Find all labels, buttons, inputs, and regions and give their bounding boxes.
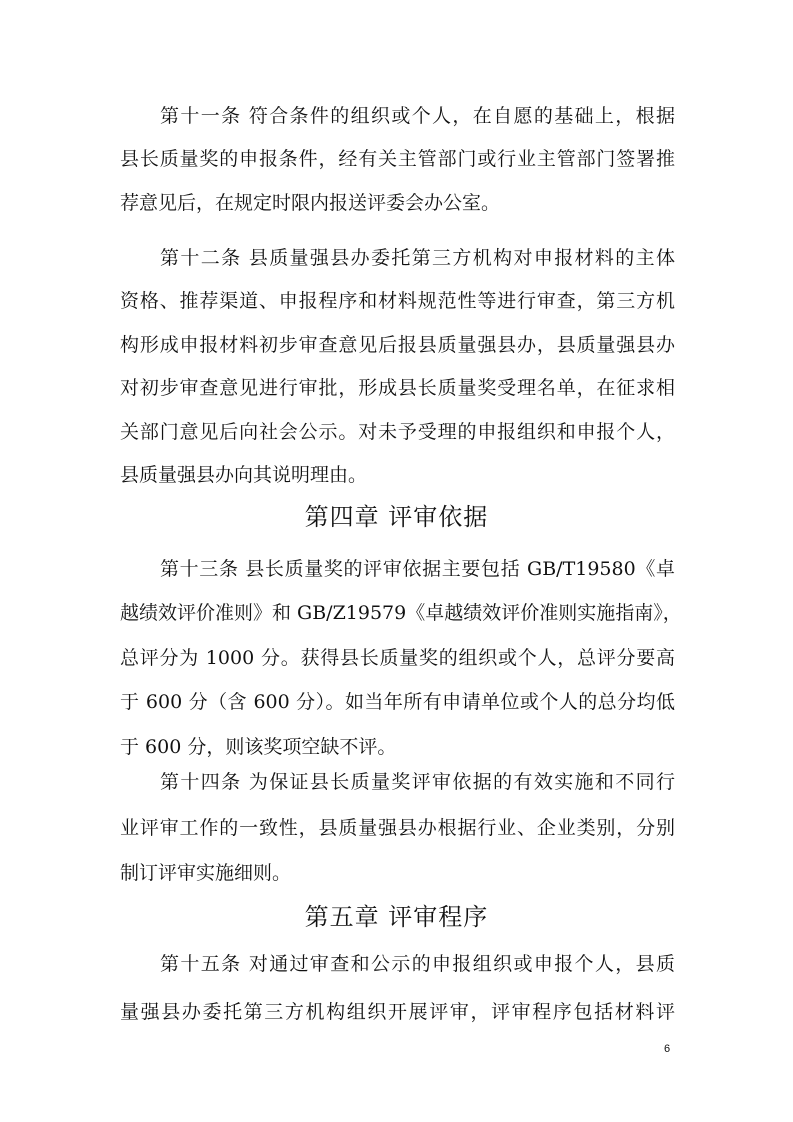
article-12-line-4: 对初步审查意见进行审批，形成县长质量奖受理名单，在征求相	[120, 377, 675, 399]
page-number: 6	[664, 1043, 671, 1055]
article-14-line-3: 制订评审实施细则。	[120, 862, 292, 884]
chapter-5-heading: 第五章 评审程序	[304, 903, 489, 931]
article-14-line-2: 业评审工作的一致性，县质量强县办根据行业、企业类别，分别	[120, 817, 675, 839]
article-13-line-2: 越绩效评价准则》和 GB/Z19579《卓越绩效评价准则实施指南》，	[120, 602, 682, 624]
article-12-line-2: 资格、推荐渠道、申报程序和材料规范性等进行审查，第三方机	[120, 290, 675, 312]
article-13-line-1: 第十三条 县长质量奖的评审依据主要包括 GB/T19580《卓	[160, 558, 675, 580]
article-11-line-2: 县长质量奖的申报条件，经有关主管部门或行业主管部门签署推	[120, 148, 675, 170]
article-15-line-2: 量强县办委托第三方机构组织开展评审，评审程序包括材料评	[120, 1001, 675, 1023]
article-12-line-3: 构形成申报材料初步审查意见后报县质量强县办，县质量强县办	[120, 334, 675, 356]
article-14-line-1: 第十四条 为保证县长质量奖评审依据的有效实施和不同行	[160, 771, 675, 793]
article-11-line-3: 荐意见后，在规定时限内报送评委会办公室。	[120, 192, 501, 214]
chapter-4-heading: 第四章 评审依据	[304, 503, 489, 531]
article-13-line-4: 于 600 分（含 600 分）。如当年所有申请单位或个人的总分均低	[120, 691, 675, 713]
article-13-line-5: 于 600 分，则该奖项空缺不评。	[120, 736, 397, 758]
article-13-line-3: 总评分为 1000 分。获得县长质量奖的组织或个人，总评分要高	[120, 647, 675, 669]
article-12-line-1: 第十二条 县质量强县办委托第三方机构对申报材料的主体	[160, 247, 675, 269]
article-15-line-1: 第十五条 对通过审查和公示的申报组织或申报个人，县质	[160, 953, 675, 975]
article-12-line-6: 县质量强县办向其说明理由。	[120, 464, 368, 486]
article-11-line-1: 第十一条 符合条件的组织或个人，在自愿的基础上，根据	[160, 105, 675, 127]
article-12-line-5: 关部门意见后向社会公示。对未予受理的申报组织和申报个人，	[120, 421, 675, 443]
